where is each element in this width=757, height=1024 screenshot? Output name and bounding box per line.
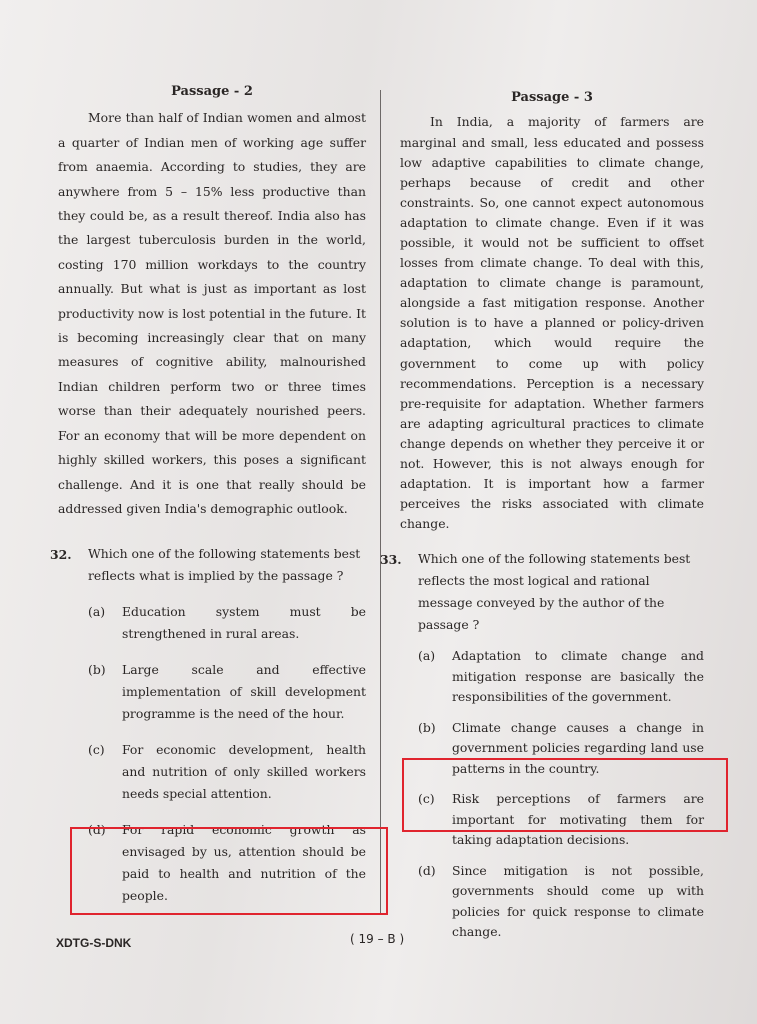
passage-2-text: More than half of Indian women and almost a quarter of Indian men of working age suffer from anaemia. According to studies, they are anywhere from 5 – 15% less productive than they could be, as a result thereof. India also has the largest tuberculosis burden in the world, costing 170 million workdays to the country annually. But what is just as important as lost productivity now is lost potential in the future. It is becoming increasingly clear that on many measures of cognitive ability, malnourished Indian children perform two or three times worse than their adequately nourished peers. For an economy that will be more dependent on highly skilled workers, this poses a significant challenge. And it is one that really should be addressed given India's demographic outlook. (58, 110, 366, 516)
left-column (50, 80, 366, 907)
option-text: Adaptation to climate change and mitigation response are basically the responsibilities of the government. (452, 648, 704, 705)
option-text: Large scale and effective implementation of skill development programme is the need of the hour. (122, 662, 366, 722)
question-32-text: Which one of the following statements best reflects what is implied by the passage ? (88, 546, 361, 584)
option-text: Education system must be strengthened in rural areas. (122, 604, 366, 642)
question-33-option-a (400, 646, 704, 708)
option-label: (b) (88, 662, 106, 678)
question-33-option-d (400, 861, 704, 943)
question-32-number: 32. (50, 547, 72, 563)
option-text: Climate change causes a change in government policies regarding land use patterns in the country. (452, 719, 704, 776)
option-label: (b) (418, 719, 436, 735)
passage-3-text: In India, a majority of farmers are marginal and small, less educated and possess low adaptive capabilities to climate change, perhaps because of credit and other constraints. So, one cannot expect autonomous adaptation to climate change. Even if it was possible, it would not be sufficient to offset losses from climate change. To deal with this, adaptation to climate change is paramount, alongside a fast mitigation response. Another solution is to have a planned or policy-driven adaptation, which would require the government to come up with policy recommendations. Perception is a necessary pre-requisite for adaptation. Whether farmers are adapting agricultural practices to climate change depends on whether they perceive it or not. However, this is not always enough for adaptation. It is important how a farmer perceives the risks associated with climate change. (400, 114, 704, 532)
option-label: (d) (418, 862, 436, 878)
passage-3-title: Passage - 3 (511, 90, 593, 105)
option-text: Since mitigation is not possible, governments should come up with policies for quick response to climate change. (452, 862, 704, 940)
option-label: (d) (88, 822, 106, 838)
question-32-option-c (58, 739, 366, 805)
page-number: ( 19 – B ) (350, 932, 405, 946)
option-label: (c) (88, 742, 105, 758)
answer-highlight-box-33c (402, 758, 728, 832)
question-32-option-a (58, 601, 366, 645)
option-text: For rapid economic growth as envisaged by us, attention should be paid to health and nutrition of the people. (122, 822, 366, 904)
answer-highlight-box-32d (70, 827, 388, 915)
column-divider (380, 90, 381, 915)
question-33-number: 33. (380, 552, 402, 568)
question-32-option-b (58, 659, 366, 725)
option-label: (c) (418, 791, 435, 807)
option-label: (a) (418, 648, 436, 664)
passage-2-title: Passage - 2 (171, 84, 253, 99)
paper-code: XDTG-S-DNK (56, 936, 132, 950)
question-33-text: Which one of the following statements best reflects the most logical and rational message conveyed by the author of the passage ? (418, 551, 691, 633)
option-label: (a) (88, 604, 106, 620)
option-text: Risk perceptions of farmers are important for motivating them for taking adaptation decisions. (452, 791, 704, 848)
question-33 (380, 548, 704, 943)
option-text: For economic development, health and nutrition of only skilled workers needs special attention. (122, 742, 366, 802)
